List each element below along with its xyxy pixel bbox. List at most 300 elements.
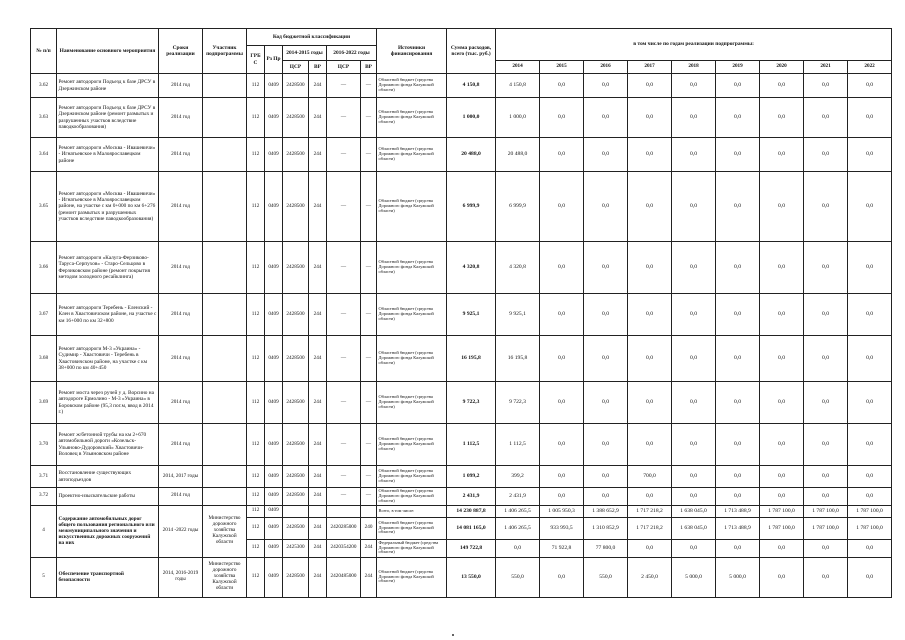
- header-source: Источники финансирования: [377, 29, 447, 74]
- row-year-value: 5 000,0: [672, 557, 716, 597]
- row-csr2: 2420485000: [327, 557, 361, 597]
- header-years-b: 2016-2022 годы: [327, 46, 377, 61]
- row-year-value: 1 406 265,5: [496, 517, 540, 539]
- row-grbs: 112: [247, 382, 265, 424]
- row-source: Областной бюджет (средства Дорожного фонда Калужской области): [377, 466, 447, 488]
- row-year-value: 0,0: [584, 336, 628, 382]
- table-row: [31, 138, 892, 172]
- header-year-2022: 2022: [848, 61, 892, 74]
- row-grbs: 112: [247, 466, 265, 488]
- row-vr2: —: [361, 488, 377, 506]
- row-year-value: 1 713 488,9: [716, 517, 760, 539]
- row-year-value: 0,0: [760, 172, 804, 242]
- row-year-value: 0,0: [540, 557, 584, 597]
- row-name: Проектно-изыскательские работы: [57, 488, 159, 506]
- row-vr: 244: [309, 138, 327, 172]
- row-grbs: 112: [247, 424, 265, 466]
- row-csr2: —: [327, 74, 361, 98]
- row-grbs: 112: [247, 488, 265, 506]
- row-rzpr: 0409: [265, 382, 283, 424]
- row-csr2: —: [327, 336, 361, 382]
- row-year-value: 0,0: [540, 294, 584, 336]
- row-total: 4 320,8: [447, 242, 496, 294]
- header-years-a: 2014-2015 годы: [283, 46, 327, 61]
- row-period: 2014 год: [159, 138, 203, 172]
- row-year-value: 0,0: [848, 98, 892, 138]
- row-source: Областной бюджет (средства Дорожного фонда Калужской области): [377, 336, 447, 382]
- row-grbs: 112: [247, 336, 265, 382]
- header-csr2: ЦСР: [327, 61, 361, 74]
- row-rzpr: 0409: [265, 466, 283, 488]
- row-year-value: 1 787 100,0: [848, 505, 892, 517]
- row-year-value: 0,0: [716, 424, 760, 466]
- header-by-year: в том числе по годам реализации подпрограммы:: [496, 29, 892, 61]
- table-body: [31, 74, 892, 598]
- row-vr: 244: [309, 336, 327, 382]
- row-year-value: 0,0: [716, 74, 760, 98]
- row-rzpr: 0409: [265, 424, 283, 466]
- row-vr2: —: [361, 242, 377, 294]
- row-year-value: 0,0: [672, 488, 716, 506]
- row-year-value: 16 195,8: [496, 336, 540, 382]
- table-row: [31, 382, 892, 424]
- row-year-value: 0,0: [540, 242, 584, 294]
- row-rzpr: 0409: [265, 172, 283, 242]
- row-csr: 2428500: [283, 172, 309, 242]
- row-source: Всего, в том числе:: [377, 505, 447, 517]
- row-year-value: 0,0: [540, 336, 584, 382]
- row-year-value: 0,0: [848, 294, 892, 336]
- row-year-value: 4 150,8: [496, 74, 540, 98]
- row-csr2: —: [327, 172, 361, 242]
- row-rzpr: 0409: [265, 138, 283, 172]
- row-year-value: 1 005 950,3: [540, 505, 584, 517]
- row-year-value: 1 787 100,0: [804, 505, 848, 517]
- row-year-value: 0,0: [804, 172, 848, 242]
- table-row: [31, 294, 892, 336]
- row-year-value: 0,0: [584, 74, 628, 98]
- header-year-2018: 2018: [672, 61, 716, 74]
- row-year-value: 0,0: [804, 424, 848, 466]
- row-year-value: 0,0: [496, 539, 540, 557]
- row-year-value: 0,0: [540, 138, 584, 172]
- row-rzpr: 0409: [265, 242, 283, 294]
- row-participant: [203, 172, 247, 242]
- row-name: Ремонт автодороги Подъезд к базе ДРСУ в Дзержинском районе (ремонт размытых и разрушенных участков вследствие паводкообразования): [57, 98, 159, 138]
- row-vr2: —: [361, 382, 377, 424]
- row-name: Восстановление существующих автоподъездов: [57, 466, 159, 488]
- row-name: Содержание автомобильных дорог общего пользования регионального или межмуниципального значения и искусственных дорожных сооружений на них: [57, 505, 159, 557]
- row-year-value: 0,0: [804, 74, 848, 98]
- row-grbs: 112: [247, 505, 265, 517]
- row-year-value: 0,0: [628, 539, 672, 557]
- row-csr: 2428500: [283, 74, 309, 98]
- row-year-value: 0,0: [540, 98, 584, 138]
- header-vr: ВР: [309, 61, 327, 74]
- row-total: 9 925,1: [447, 294, 496, 336]
- row-year-value: 0,0: [716, 242, 760, 294]
- row-year-value: 0,0: [716, 488, 760, 506]
- row-rzpr: 0409: [265, 98, 283, 138]
- row-year-value: 0,0: [716, 294, 760, 336]
- table-row: [31, 172, 892, 242]
- row-year-value: 0,0: [628, 74, 672, 98]
- row-participant: [203, 488, 247, 506]
- row-year-value: 0,0: [628, 382, 672, 424]
- row-number: 3.71: [31, 466, 57, 488]
- row-number: 3.72: [31, 488, 57, 506]
- row-year-value: 6 999,9: [496, 172, 540, 242]
- row-year-value: 0,0: [760, 557, 804, 597]
- header-name: Наименование основного мероприятия: [57, 29, 159, 74]
- row-name: Ремонт ж/бетонной трубы на км 2+670 автомобильной дороги «Козельск-Ульяново-Дудоровский» Хвастовичи-Воловец в Ульяновском районе: [57, 424, 159, 466]
- page-dot: [452, 634, 454, 636]
- row-grbs: 112: [247, 539, 265, 557]
- row-csr2: 2420354200: [327, 539, 361, 557]
- row-year-value: 71 922,8: [540, 539, 584, 557]
- row-year-value: 0,0: [848, 488, 892, 506]
- table-row: [31, 424, 892, 466]
- row-year-value: 550,0: [496, 557, 540, 597]
- row-participant: Министерство дорожного хозяйства Калужской области: [203, 557, 247, 597]
- row-year-value: 0,0: [804, 294, 848, 336]
- row-vr: 244: [309, 74, 327, 98]
- row-source: Областной бюджет (средства Дорожного фонда Калужской области): [377, 294, 447, 336]
- row-total: 4 150,8: [447, 74, 496, 98]
- row-total: 14 081 165,0: [447, 517, 496, 539]
- row-csr2: —: [327, 294, 361, 336]
- row-number: 3.67: [31, 294, 57, 336]
- row-total: 149 722,8: [447, 539, 496, 557]
- row-year-value: 1 638 045,0: [672, 517, 716, 539]
- row-csr: 2428500: [283, 98, 309, 138]
- row-number: 3.68: [31, 336, 57, 382]
- row-year-value: 0,0: [628, 172, 672, 242]
- row-grbs: 112: [247, 517, 265, 539]
- row-vr: 244: [309, 242, 327, 294]
- row-total: 6 999,9: [447, 172, 496, 242]
- row-total: 1 112,5: [447, 424, 496, 466]
- row-rzpr: 0409: [265, 488, 283, 506]
- row-year-value: 0,0: [540, 466, 584, 488]
- row-year-value: 0,0: [760, 466, 804, 488]
- row-period: 2014, 2017 годы: [159, 466, 203, 488]
- table-row: [31, 74, 892, 98]
- row-year-value: 933 993,5: [540, 517, 584, 539]
- row-year-value: 1 787 100,0: [760, 517, 804, 539]
- row-year-value: 0,0: [584, 424, 628, 466]
- row-number: 3.66: [31, 242, 57, 294]
- table-row: [31, 242, 892, 294]
- row-vr2: —: [361, 138, 377, 172]
- row-rzpr: 0409: [265, 294, 283, 336]
- row-csr2: —: [327, 424, 361, 466]
- row-year-value: 0,0: [804, 466, 848, 488]
- row-year-value: 0,0: [584, 138, 628, 172]
- row-year-value: 1 000,0: [496, 98, 540, 138]
- row-name: Ремонт моста через ручей у д. Ворсино на автодороге Ермолино - М-3 «Украина» в Боровском районе (95,3 пог.м, ввод в 2014 г.): [57, 382, 159, 424]
- row-year-value: 0,0: [760, 294, 804, 336]
- row-year-value: 0,0: [848, 539, 892, 557]
- row-source: Областной бюджет (средства Дорожного фонда Калужской области): [377, 242, 447, 294]
- row-name: Ремонт автодороги «Москва - Ивашевичи» - Игнатьевское в Малоярославецком районе: [57, 138, 159, 172]
- row-period: 2014 год: [159, 172, 203, 242]
- row-source: Областной бюджет (средства Дорожного фонда Калужской области): [377, 382, 447, 424]
- row-csr2: —: [327, 138, 361, 172]
- row-year-value: 0,0: [628, 138, 672, 172]
- header-rzpr: Рз Пр: [265, 46, 283, 74]
- row-year-value: 0,0: [804, 539, 848, 557]
- row-period: 2014 год: [159, 242, 203, 294]
- table-header: [31, 29, 892, 74]
- row-source: Областной бюджет (средства Дорожного фонда Калужской области): [377, 424, 447, 466]
- row-year-value: 1 717 218,2: [628, 505, 672, 517]
- row-vr2: 244: [361, 539, 377, 557]
- row-year-value: 0,0: [848, 172, 892, 242]
- row-vr2: —: [361, 172, 377, 242]
- row-participant: [203, 98, 247, 138]
- row-csr: 2428500: [283, 424, 309, 466]
- row-number: 3.70: [31, 424, 57, 466]
- row-csr: 2428500: [283, 557, 309, 597]
- row-year-value: 0,0: [804, 138, 848, 172]
- row-vr2: 240: [361, 517, 377, 539]
- row-vr: 244: [309, 488, 327, 506]
- row-source: Областной бюджет (средства Дорожного фонда Калужской области): [377, 74, 447, 98]
- row-participant: [203, 138, 247, 172]
- row-number: 3.64: [31, 138, 57, 172]
- header-year-2017: 2017: [628, 61, 672, 74]
- row-year-value: 0,0: [804, 488, 848, 506]
- row-participant: [203, 382, 247, 424]
- row-csr: 2428500: [283, 488, 309, 506]
- row-year-value: 1 787 100,0: [760, 505, 804, 517]
- row-csr2: —: [327, 382, 361, 424]
- row-participant: [203, 466, 247, 488]
- row-period: 2014 год: [159, 424, 203, 466]
- row-year-value: 0,0: [760, 138, 804, 172]
- row-year-value: 0,0: [628, 336, 672, 382]
- row-year-value: 0,0: [804, 98, 848, 138]
- row-year-value: 0,0: [672, 466, 716, 488]
- row-year-value: 0,0: [584, 382, 628, 424]
- row-year-value: 2 431,9: [496, 488, 540, 506]
- row-csr2: —: [327, 98, 361, 138]
- row-vr: 244: [309, 557, 327, 597]
- row-number: 3.65: [31, 172, 57, 242]
- row-source: Федеральный бюджет (средства Дорожного фонда Калужской области): [377, 539, 447, 557]
- row-period: 2014 год: [159, 294, 203, 336]
- row-participant: [203, 74, 247, 98]
- row-period: 2014 год: [159, 382, 203, 424]
- row-grbs: 112: [247, 557, 265, 597]
- row-year-value: 0,0: [540, 74, 584, 98]
- row-grbs: 112: [247, 242, 265, 294]
- row-csr: 2428500: [283, 466, 309, 488]
- row-total: 1 099,2: [447, 466, 496, 488]
- row-year-value: 0,0: [672, 242, 716, 294]
- row-year-value: 1 787 100,0: [804, 517, 848, 539]
- row-period: 2014 -2022 годы: [159, 505, 203, 557]
- row-year-value: 1 112,5: [496, 424, 540, 466]
- row-csr: 2428500: [283, 138, 309, 172]
- table-row: [31, 336, 892, 382]
- row-vr2: —: [361, 74, 377, 98]
- row-csr: 2428500: [283, 336, 309, 382]
- row-year-value: 0,0: [540, 424, 584, 466]
- row-participant: [203, 294, 247, 336]
- row-year-value: 0,0: [584, 242, 628, 294]
- row-year-value: 0,0: [760, 242, 804, 294]
- row-year-value: 550,0: [584, 557, 628, 597]
- row-vr2: 244: [361, 557, 377, 597]
- row-year-value: 0,0: [672, 74, 716, 98]
- row-year-value: 0,0: [716, 172, 760, 242]
- row-name: Ремонт автодороги Теребень - Еленский - Клен в Хвастовичском районе, на участке с км 16+000 по км 32+800: [57, 294, 159, 336]
- row-period: 2014 год: [159, 74, 203, 98]
- row-csr2: [327, 505, 361, 517]
- row-year-value: 0,0: [760, 74, 804, 98]
- row-participant: Министерство дорожного хозяйства Калужской области: [203, 505, 247, 557]
- row-rzpr: 0409: [265, 505, 283, 517]
- row-year-value: 0,0: [848, 466, 892, 488]
- row-year-value: 0,0: [716, 138, 760, 172]
- row-year-value: 0,0: [848, 382, 892, 424]
- budget-table: [30, 28, 892, 598]
- table-row: [31, 505, 892, 517]
- row-source: Областной бюджет (средства Дорожного фонда Калужской области): [377, 172, 447, 242]
- row-participant: [203, 336, 247, 382]
- row-year-value: 0,0: [804, 557, 848, 597]
- row-year-value: 0,0: [760, 424, 804, 466]
- row-rzpr: 0409: [265, 539, 283, 557]
- row-csr: 2428500: [283, 382, 309, 424]
- row-year-value: 0,0: [628, 242, 672, 294]
- row-vr: 244: [309, 539, 327, 557]
- header-year-2014: 2014: [496, 61, 540, 74]
- row-year-value: 0,0: [804, 242, 848, 294]
- row-total: 13 550,0: [447, 557, 496, 597]
- row-year-value: 0,0: [760, 539, 804, 557]
- row-csr2: 2420285000: [327, 517, 361, 539]
- row-vr2: —: [361, 424, 377, 466]
- row-year-value: 0,0: [584, 172, 628, 242]
- row-year-value: 0,0: [628, 98, 672, 138]
- row-participant: [203, 242, 247, 294]
- row-year-value: 0,0: [584, 294, 628, 336]
- row-rzpr: 0409: [265, 74, 283, 98]
- header-budget-code: Код бюджетной классификации: [247, 29, 377, 46]
- row-year-value: 0,0: [628, 488, 672, 506]
- row-year-value: 0,0: [716, 98, 760, 138]
- header-year-2020: 2020: [760, 61, 804, 74]
- row-year-value: 0,0: [848, 74, 892, 98]
- row-year-value: 2 450,0: [628, 557, 672, 597]
- row-number: 5: [31, 557, 57, 597]
- row-year-value: 0,0: [584, 488, 628, 506]
- header-year-2021: 2021: [804, 61, 848, 74]
- row-year-value: 5 000,0: [716, 557, 760, 597]
- row-csr: 2428500: [283, 242, 309, 294]
- row-vr2: —: [361, 336, 377, 382]
- row-year-value: 1 388 652,9: [584, 505, 628, 517]
- row-year-value: 0,0: [760, 488, 804, 506]
- row-year-value: 1 717 218,2: [628, 517, 672, 539]
- table-row: [31, 98, 892, 138]
- row-year-value: 0,0: [672, 336, 716, 382]
- row-vr: 244: [309, 517, 327, 539]
- row-number: 4: [31, 505, 57, 557]
- row-total: 16 195,8: [447, 336, 496, 382]
- row-rzpr: 0409: [265, 336, 283, 382]
- row-year-value: 0,0: [672, 172, 716, 242]
- header-year-2016: 2016: [584, 61, 628, 74]
- row-source: Областной бюджет (средства Дорожного фонда Калужской области): [377, 98, 447, 138]
- row-name: Ремонт автодороги М-3 «Украина» - Судимир - Хвастовичи - Теребень в Хвастовичском районе, на участке с км 38+000 по км 40+450: [57, 336, 159, 382]
- row-year-value: 1 406 265,5: [496, 505, 540, 517]
- row-name: Ремонт автодороги Подъезд к базе ДРСУ в Дзержинском районе: [57, 74, 159, 98]
- row-year-value: 0,0: [760, 98, 804, 138]
- row-name: Ремонт автодороги «Москва - Ивашевичи» - Игнатьевское в Малоярославецком районе, на участке с км 0+000 по км 6+276 (ремонт размытых и разрушенных участков вследствие паводкообразования): [57, 172, 159, 242]
- row-number: 3.62: [31, 74, 57, 98]
- row-grbs: 112: [247, 138, 265, 172]
- row-year-value: 0,0: [672, 424, 716, 466]
- row-year-value: 0,0: [672, 382, 716, 424]
- row-vr: [309, 505, 327, 517]
- row-period: 2014 год: [159, 336, 203, 382]
- row-rzpr: 0409: [265, 557, 283, 597]
- row-year-value: 1 787 100,0: [848, 517, 892, 539]
- row-year-value: 9 925,1: [496, 294, 540, 336]
- row-year-value: 399,2: [496, 466, 540, 488]
- header-num: № п/п: [31, 29, 57, 74]
- row-total: 20 488,0: [447, 138, 496, 172]
- header-period: Сроки реализации: [159, 29, 203, 74]
- table-row: [31, 557, 892, 597]
- row-year-value: 0,0: [848, 557, 892, 597]
- row-year-value: 0,0: [672, 539, 716, 557]
- row-year-value: 1 310 852,9: [584, 517, 628, 539]
- row-number: 3.69: [31, 382, 57, 424]
- row-grbs: 112: [247, 294, 265, 336]
- row-year-value: 0,0: [540, 382, 584, 424]
- header-vr2: ВР: [361, 61, 377, 74]
- row-number: 3.63: [31, 98, 57, 138]
- row-source: Областной бюджет (средства Дорожного фонда Калужской области): [377, 557, 447, 597]
- row-year-value: 0,0: [584, 466, 628, 488]
- row-vr: 244: [309, 382, 327, 424]
- row-participant: [203, 424, 247, 466]
- row-total: 14 230 887,8: [447, 505, 496, 517]
- row-year-value: 1 713 488,9: [716, 505, 760, 517]
- row-period: 2014, 2016-2019 годы: [159, 557, 203, 597]
- row-year-value: 0,0: [848, 424, 892, 466]
- row-csr2: —: [327, 466, 361, 488]
- budget-table-sheet: [30, 28, 883, 598]
- row-grbs: 112: [247, 74, 265, 98]
- row-year-value: 20 488,0: [496, 138, 540, 172]
- row-year-value: 0,0: [672, 138, 716, 172]
- row-csr: 2428500: [283, 294, 309, 336]
- row-year-value: 700,0: [628, 466, 672, 488]
- row-year-value: 1 638 045,0: [672, 505, 716, 517]
- row-year-value: 0,0: [804, 336, 848, 382]
- row-csr: 2428500: [283, 517, 309, 539]
- row-year-value: 0,0: [848, 242, 892, 294]
- row-year-value: 0,0: [540, 172, 584, 242]
- row-csr2: —: [327, 488, 361, 506]
- row-vr2: [361, 505, 377, 517]
